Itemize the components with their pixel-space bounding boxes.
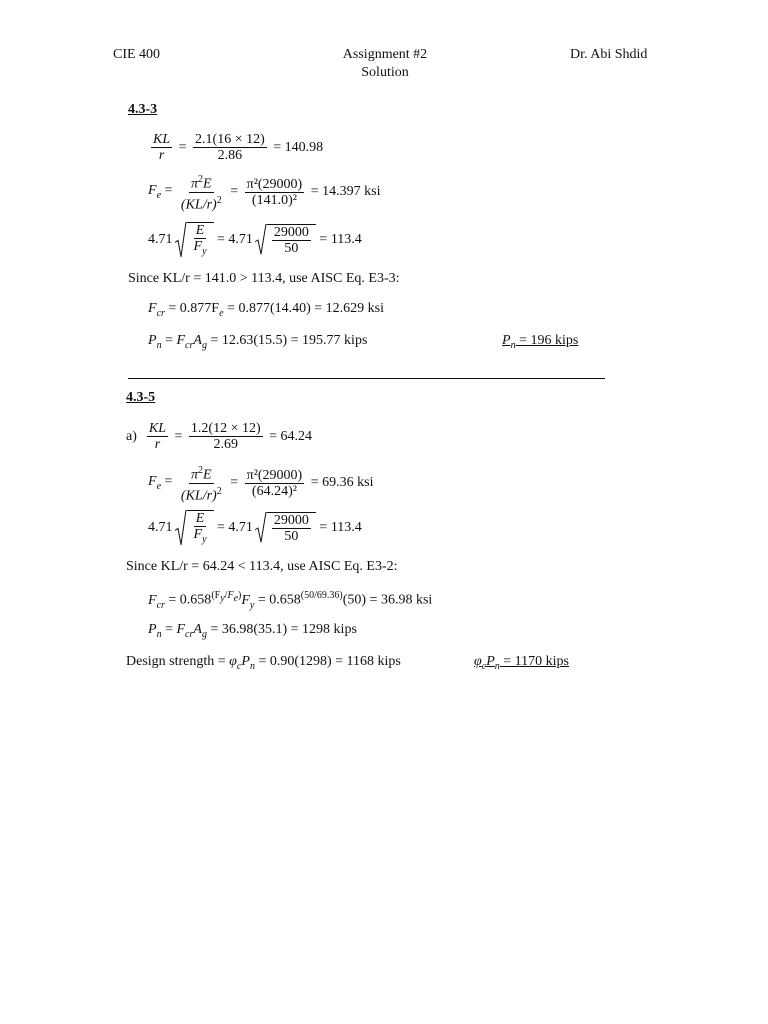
slenderness-fraction bbox=[193, 132, 267, 163]
critical-stress-result: = 0.877(14.40) = 12.629 ksi bbox=[227, 301, 384, 316]
euler-formula-denominator: $(KL/r)^2$ bbox=[180, 485, 222, 504]
limit-result: = 113.4 bbox=[319, 520, 362, 536]
limit-coefficient: 4.71 bbox=[148, 232, 173, 248]
section-divider bbox=[128, 378, 605, 379]
euler-value-denominator: (64.24)² bbox=[251, 483, 297, 499]
instructor-name: Dr. Abi Shdid bbox=[570, 47, 648, 62]
euler-value-numerator: π²(29000) bbox=[246, 467, 303, 483]
comparison-statement: Since KL/r = 64.24 < 113.4, use AISC Eq. E3-2: bbox=[126, 559, 398, 574]
slenderness-fraction bbox=[189, 421, 263, 452]
euler-stress-result: = 14.397 ksi bbox=[310, 184, 381, 200]
euler-stress-equation: $F_e$ = $\frac{\pi^2E}{(KL/r)^2}$ = $\frac{\text{π²(29000)}}{\text{(64.24)²}}$ = 69.36 ksi bbox=[148, 465, 374, 504]
euler-formula-fraction: $\frac{\pi^2E}{(KL/r)^2}$ bbox=[180, 174, 222, 213]
design-strength-label: Design strength = bbox=[126, 654, 226, 669]
nominal-strength-line: $P_n = F_{cr}A_g = 12.63(15.5) = 195.77$ kips bbox=[148, 333, 368, 351]
limit-coefficient-2: = 4.71 bbox=[217, 232, 253, 248]
final-answer: $\varphi_cP_n = 1170$ kips bbox=[474, 654, 569, 672]
limit-coefficient-2: = 4.71 bbox=[217, 520, 253, 536]
design-strength-result: = 0.90(1298) = 1168 kips bbox=[258, 654, 401, 669]
euler-formula-denominator: $(KL/r)^2$ bbox=[180, 194, 222, 213]
design-strength-line: Design strength = $\varphi_cP_n = 0.90(1298) = 1168$ kips bbox=[126, 654, 401, 672]
limit-numerator: 29000 bbox=[273, 513, 309, 529]
slenderness-equation: $\frac{KL}{r}$ = $\frac{2.1(16 \times 12)}{2.86}$ = 140.98 bbox=[153, 132, 324, 163]
sqrt-e-over-fy: $\frac{E}{F_y}$ bbox=[175, 510, 214, 547]
slenderness-result: = 64.24 bbox=[269, 428, 313, 444]
critical-stress-exponent-value: (50/69.36) bbox=[300, 590, 343, 601]
critical-stress-result: (50) = 36.98 ksi bbox=[342, 592, 433, 608]
slenderness-limit-equation bbox=[148, 222, 362, 259]
course-code: CIE 400 bbox=[113, 47, 161, 62]
part-label: a) bbox=[126, 428, 137, 444]
slenderness-numerator: 2.1(16 × 12) bbox=[195, 132, 265, 147]
euler-stress-equation: $F_e$ = $\frac{\pi^2E}{(KL/r)^2}$ = $\frac{\text{π²(29000)}}{\text{(141.0)²}}$ = 14.397 ksi bbox=[148, 174, 381, 213]
nominal-strength-result: = 12.63(15.5) = 195.77 kips bbox=[210, 333, 368, 348]
kl-over-r: $\frac{KL}{r}$ bbox=[153, 132, 171, 163]
assignment-title: Assignment #2 bbox=[342, 47, 428, 62]
euler-formula-fraction: $\frac{\pi^2E}{(KL/r)^2}$ bbox=[180, 465, 222, 504]
slenderness-denominator: 2.69 bbox=[213, 437, 239, 452]
critical-stress-line: $F_{cr} = 0.877F_e = 0.877(14.40) = 12.629$ ksi bbox=[148, 301, 384, 319]
critical-stress-mid: = 0.658 bbox=[257, 592, 301, 608]
euler-stress-result: = 69.36 ksi bbox=[310, 475, 374, 491]
limit-denominator: 50 bbox=[284, 241, 299, 257]
final-answer-value: = 196 kips bbox=[519, 333, 579, 348]
slenderness-denominator: 2.86 bbox=[217, 148, 243, 163]
nominal-strength-line: $P_n = F_{cr}A_g = 36.98(35.1) = 1298$ kips bbox=[148, 622, 357, 640]
problem-heading: 4.3-3 bbox=[128, 102, 158, 117]
slenderness-limit-equation bbox=[148, 510, 362, 547]
critical-stress-coef: = 0.658 bbox=[168, 592, 212, 608]
euler-value-fraction bbox=[245, 468, 305, 499]
slenderness-numerator: 1.2(12 × 12) bbox=[190, 421, 261, 436]
limit-coefficient: 4.71 bbox=[148, 520, 173, 536]
final-answer-value: = 1170 kips bbox=[503, 654, 569, 669]
sqrt-value bbox=[255, 512, 316, 544]
critical-stress-exponent: (F bbox=[211, 590, 221, 601]
limit-denominator: 50 bbox=[284, 529, 299, 545]
sqrt-e-over-fy: $\frac{E}{F_y}$ bbox=[175, 222, 214, 259]
slenderness-equation: a) $\frac{KL}{r}$ = $\frac{1.2(12 \times 12)}{2.69}$ = 64.24 bbox=[126, 421, 313, 452]
critical-stress-coef: = 0.877F bbox=[168, 301, 220, 316]
final-answer: $P_n = 196$ kips bbox=[502, 333, 579, 351]
assignment-subtitle: Solution bbox=[361, 65, 409, 80]
slenderness-result: = 140.98 bbox=[273, 139, 324, 155]
limit-result: = 113.4 bbox=[319, 232, 362, 248]
euler-value-denominator: (141.0)² bbox=[251, 192, 297, 208]
kl-over-r: $\frac{KL}{r}$ bbox=[148, 421, 167, 452]
sqrt-value bbox=[255, 224, 316, 256]
critical-stress-line: $F_{cr} = 0.658^{(F_y/F_e)}F_y = 0.658^{(50/69.36)}(50) = 36.98$ ksi bbox=[148, 590, 433, 611]
euler-value-fraction bbox=[245, 177, 305, 208]
nominal-strength-result: = 36.98(35.1) = 1298 kips bbox=[210, 622, 357, 637]
euler-value-numerator: π²(29000) bbox=[246, 176, 303, 192]
comparison-statement: Since KL/r = 141.0 > 113.4, use AISC Eq. E3-3: bbox=[128, 271, 400, 286]
limit-numerator: 29000 bbox=[273, 225, 309, 241]
problem-heading: 4.3-5 bbox=[126, 390, 156, 405]
